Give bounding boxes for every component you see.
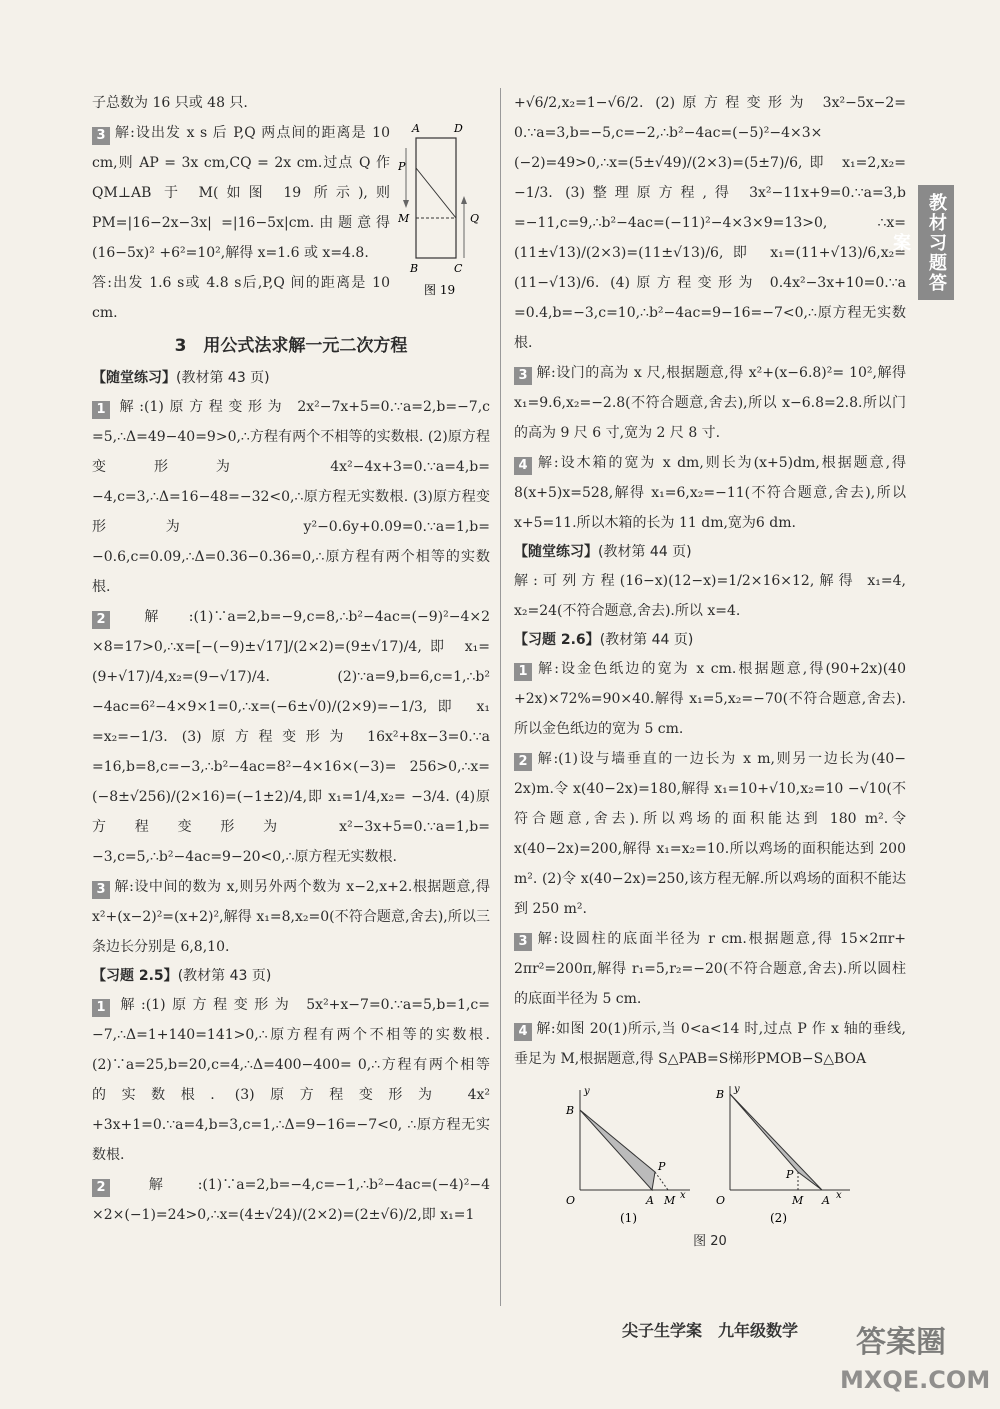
exercise-2-5-heading: 【习题 2.5】(教材第 43 页) [92, 968, 272, 984]
fig20b-label-x: x [836, 1190, 842, 1201]
intro-line: 子总数为 16 只或 48 只. [92, 95, 248, 111]
fig20a-label-y: y [584, 1086, 590, 1097]
fig19-label-D: D [454, 122, 463, 135]
fig19-label-B: B [410, 262, 419, 275]
item-number: 3 [92, 127, 110, 145]
fig20a-label-A: A [646, 1194, 654, 1207]
exercise-2-5-3-text: 解:设门的高为 x 尺,根据题意,得 x²+(x−6.8)²= 10²,解得 x₁=9.6,x₂=−2.8(不符合题意,舍去),所以 x−6.8=2.8.所以门的高为 9 尺 6 寸,宽为 2 尺 8 寸. [514, 365, 906, 441]
exercise-2-6-4-text: 解:如图 20(1)所示,当 0<a<14 时,过点 P 作 x 轴的垂线,垂足为 M,根据题意,得 S△PAB=S梯形PMOB−S△BOA [514, 1021, 906, 1067]
figure-19 [398, 118, 490, 298]
figure-20-part-1 [565, 1086, 690, 1225]
right-column [514, 88, 906, 1249]
item-number: 1 [92, 401, 110, 419]
fig19-caption: 图 19 [424, 283, 456, 297]
exercise-2-5-2-continued: +√6/2,x₂=1−√6/2. (2)原方程变形为 3x²−5x−2= 0.∵a=3,b=−5,c=−2,∴b²−4ac=(−5)²−4×3× (−2)=49>0,∴x=(5±√49)/(2×3)=(5±7)/6,即 x₁=2,x₂= −1/3. (3)整理原方程,得 3x²−11x+9=0.∵a=3,b =−11,c=9,∴b²−4ac=(−11)²−4×3×9=13>0, ∴x=(11±√13)/(2×3)=(11±√13)/6,即 x₁=(11+√13)/6,x₂= (11−√13)/6. (4)原方程变形为 0.4x²−3x+10=0.∵a =0.4,b=−3,c=10,∴b²−4ac=9−16=−7<0,∴原方程无实数根. [514, 95, 906, 351]
item-number: 4 [514, 457, 532, 475]
problem-3-answer: 答:出发 1.6 s或 4.8 s后,P,Q 间的距离是 10 cm. [92, 275, 390, 321]
side-tab: 教材习题答案 [918, 185, 954, 300]
fig19-label-A: A [412, 122, 420, 135]
footer-title: 尖子生学案 九年级数学 [622, 1321, 799, 1340]
fig20a-label-M: M [664, 1194, 676, 1207]
fig20a-label-x: x [680, 1190, 686, 1201]
fig19-label-C: C [454, 262, 463, 275]
left-column [92, 88, 490, 1230]
practice-heading-43: 【随堂练习】(教材第 43 页) [92, 370, 270, 386]
watermark-line2: MXQE.COM [840, 1366, 990, 1394]
fig20b-label-B: B [716, 1088, 725, 1101]
fig20-sub1: (1) [620, 1211, 637, 1225]
figure-20-caption: 图 20 [693, 1234, 727, 1249]
practice-3-text: 解:设中间的数为 x,则另外两个数为 x−2,x+2.根据题意,得 x²+(x−2)²=(x+2)²,解得 x₁=8,x₂=0(不符合题意,舍去),所以三条边长分别是 6,8,10. [92, 879, 490, 955]
fig20b-label-P: P [786, 1168, 794, 1181]
problem-3-text: 解:设出发 x s 后 P,Q 两点间的距离是 10 cm,则 AP = 3x cm,CQ = 2x cm.过点 Q 作 QM⊥AB 于 M(如图 19 所示),则 PM=|16−2x−3x| =|16−5x|cm.由题意得(16−5x)² +6²=10²,解得 x=1.6 或 x=4.8. [92, 125, 390, 261]
exercise-2-5-2-text: 解:(1)∵a=2,b=−4,c=−1,∴b²−4ac=(−4)²−4 ×2×(−1)=24>0,∴x=(4±√24)/(2×2)=(2±√6)/2,即 x₁=1 [92, 1177, 490, 1223]
fig19-label-P: P [398, 160, 406, 173]
figure-20-part-2 [715, 1084, 850, 1225]
section-title: 3 用公式法求解一元二次方程 [174, 336, 408, 356]
exercise-2-6-heading: 【习题 2.6】(教材第 44 页) [514, 632, 694, 648]
fig20b-label-M: M [792, 1194, 804, 1207]
item-number: 1 [92, 999, 110, 1017]
item-number: 3 [92, 881, 110, 899]
exercise-2-6-1-text: 解:设金色纸边的宽为 x cm.根据题意,得(90+2x)(40 +2x)×72%=90×40.解得 x₁=5,x₂=−70(不符合题意,舍去).所以金色纸边的宽为 5 cm. [514, 661, 906, 737]
fig20a-label-P: P [658, 1160, 666, 1173]
item-number: 2 [92, 1179, 110, 1197]
item-number: 3 [514, 933, 532, 951]
fig20-sub2: (2) [770, 1211, 787, 1225]
item-number: 2 [92, 611, 110, 629]
item-number: 4 [514, 1023, 532, 1041]
watermark-line1: 答案圈 [856, 1325, 946, 1360]
practice-2-text: 解:(1)∵a=2,b=−9,c=8,∴b²−4ac=(−9)²−4×2 ×8=17>0,∴x=[−(−9)±√17]/(2×2)=(9±√17)/4,即 x₁= (9+√17)/4,x₂=(9−√17)/4. (2)∵a=9,b=6,c=1,∴b² −4ac=6²−4×9×1=0,∴x=(−6±√0)/(2×9)=−1/3,即 x₁ =x₂=−1/3. (3)原方程变形为 16x²+8x−3=0.∵a =16,b=8,c=−3,∴b²−4ac=8²−4×16×(−3)= 256>0,∴x=(−8±√256)/(2×16)=(−1±2)/4,即 x₁=1/4,x₂= −3/4. (4)原方程变形为 x²−3x+5=0.∵a=1,b= −3,c=5,∴b²−4ac=9−20<0,∴原方程无实数根. [92, 609, 490, 865]
item-number: 2 [514, 753, 532, 771]
fig20a-label-O: O [566, 1194, 576, 1207]
exercise-2-5-1-text: 解:(1)原方程变形为 5x²+x−7=0.∵a=5,b=1,c= −7,∴Δ=1+140=141>0,∴原方程有两个不相等的实数根. (2)∵a=25,b=20,c=4,∴Δ=400−400= 0,∴方程有两个相等的实数根. (3)原方程变形为 4x² +3x+1=0.∵a=4,b=3,c=1,∴Δ=9−16=−7<0, ∴原方程无实数根. [92, 997, 490, 1163]
fig19-label-M: M [398, 212, 410, 225]
exercise-2-6-2-text: 解:(1)设与墙垂直的一边长为 x m,则另一边长为(40− 2x)m.令 x(40−2x)=180,解得 x₁=10+√10,x₂=10 −√10(不符合题意,舍去).所以鸡场的面积能达到 180 m².令 x(40−2x)=200,解得 x₁=x₂=10.所以鸡场的面积能达到 200 m². (2)令 x(40−2x)=250,该方程无解.所以鸡场的面积不能达到 250 m². [514, 751, 906, 917]
exercise-2-5-4-text: 解:设木箱的宽为 x dm,则长为(x+5)dm,根据题意,得 8(x+5)x=528,解得 x₁=6,x₂=−11(不符合题意,舍去),所以 x+5=11.所以木箱的长为 11 dm,宽为6 dm. [514, 455, 906, 531]
practice-heading-44: 【随堂练习】(教材第 44 页) [514, 544, 692, 560]
practice-44-text: 解:可列方程(16−x)(12−x)=1/2×16×12,解得 x₁=4, x₂=24(不符合题意,舍去).所以 x=4. [514, 573, 906, 619]
fig20a-label-B: B [566, 1104, 575, 1117]
figure-20 [560, 1080, 860, 1230]
fig20b-label-O: O [716, 1194, 726, 1207]
fig20b-label-A: A [822, 1194, 830, 1207]
watermark [820, 1312, 990, 1398]
item-number: 1 [514, 663, 532, 681]
column-divider [500, 88, 501, 1306]
problem-3-block [92, 118, 490, 328]
fig20b-label-y: y [734, 1084, 740, 1095]
practice-1-text: 解:(1)原方程变形为 2x²−7x+5=0.∵a=2,b=−7,c =5,∴Δ=49−40=9>0,∴方程有两个不相等的实数根. (2)原方程变形为 4x²−4x+3=0.∵a=4,b= −4,c=3,∴Δ=16−48=−32<0,∴原方程无实数根. (3)原方程变形为 y²−0.6y+0.09=0.∵a=1,b= −0.6,c=0.09,∴Δ=0.36−0.36=0,∴原方程有两个相等的实数根. [92, 399, 490, 595]
exercise-2-6-3-text: 解:设圆柱的底面半径为 r cm.根据题意,得 15×2πr+ 2πr²=200π,解得 r₁=5,r₂=−20(不符合题意,舍去).所以圆柱的底面半径为 5 cm. [514, 931, 906, 1007]
item-number: 3 [514, 367, 532, 385]
fig19-label-Q: Q [470, 212, 480, 225]
